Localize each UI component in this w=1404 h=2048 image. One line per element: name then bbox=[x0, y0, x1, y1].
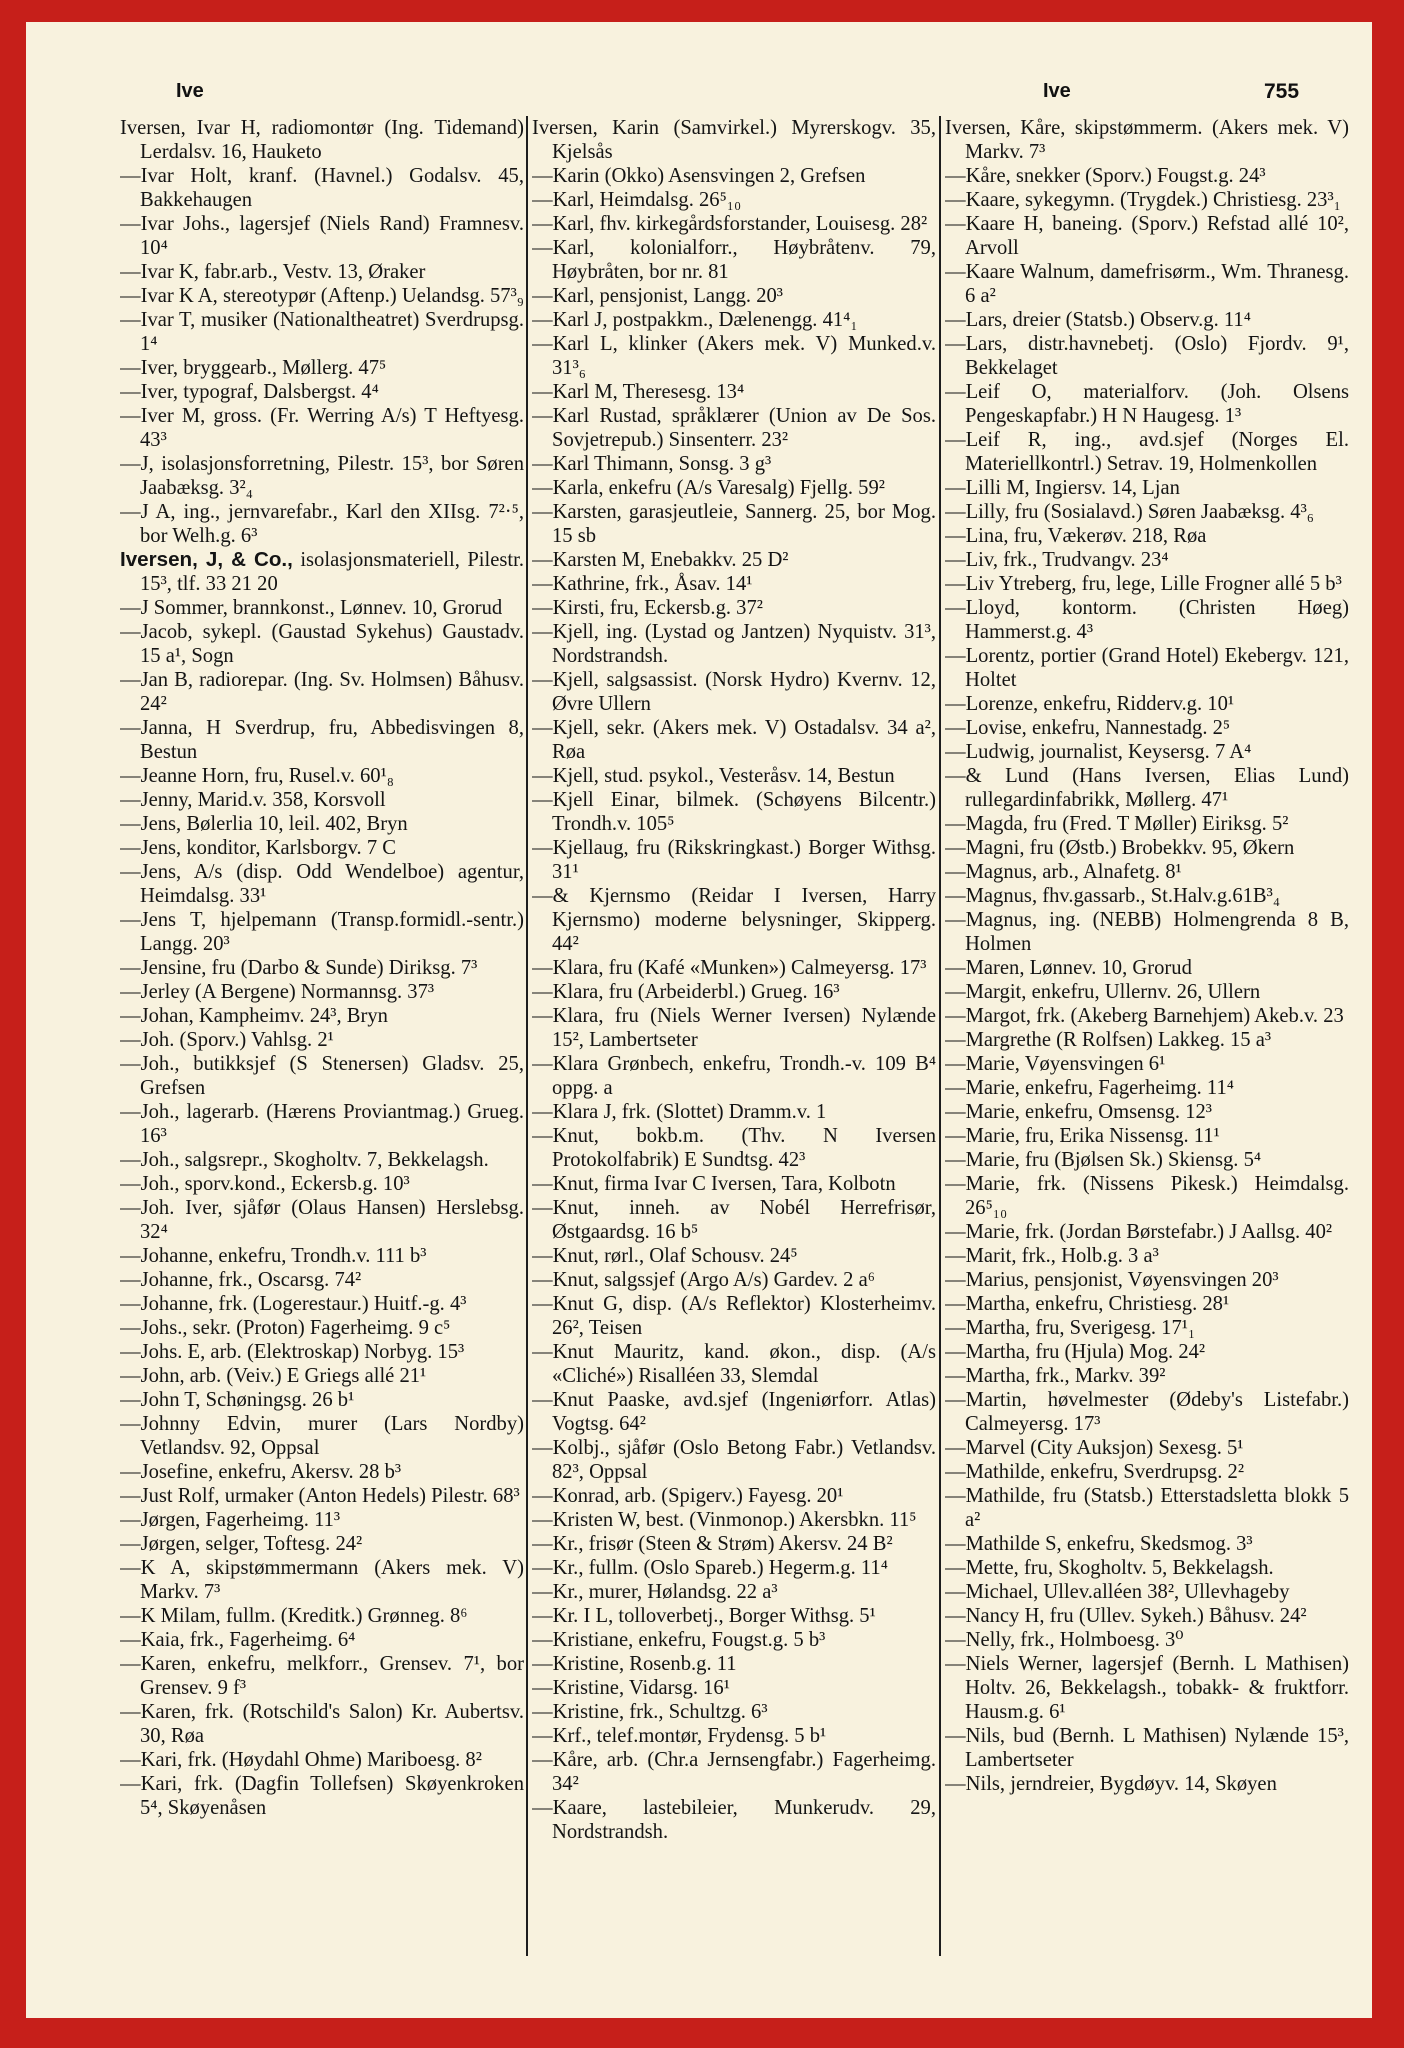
directory-entry: —Knut, inneh. av Nobél Herrefrisør, Østgaardsg. 16 b⁵ bbox=[532, 1197, 936, 1243]
directory-entry: —Klara, fru (Arbeiderbl.) Grueg. 16³ bbox=[532, 981, 840, 1003]
directory-entry: —Ivar Holt, kranf. (Havnel.) Godalsv. 45, Bakkehaugen bbox=[120, 165, 524, 211]
directory-entry: —Karl, pensjonist, Langg. 20³ bbox=[532, 285, 783, 307]
directory-entry: —Lorenze, enkefru, Ridderv.g. 10¹ bbox=[945, 693, 1235, 715]
directory-entry: —Jens, Bølerlia 10, leil. 402, Bryn bbox=[120, 813, 408, 835]
directory-entry: —Kr., murer, Hølandsg. 22 a³ bbox=[532, 1581, 778, 1603]
directory-entry: —Klara, fru (Niels Werner Iversen) Nylænde 15², Lambertseter bbox=[532, 1005, 936, 1051]
directory-entry: —Kåre, snekker (Sporv.) Fougst.g. 24³ bbox=[945, 165, 1266, 187]
running-head-left: Ive bbox=[176, 80, 204, 102]
directory-entry: —Kåre, arb. (Chr.a Jernsengfabr.) Fagerheimg. 34² bbox=[532, 1749, 936, 1795]
directory-entry: —Jacob, sykepl. (Gaustad Sykehus) Gaustadv. 15 a¹, Sogn bbox=[120, 621, 524, 667]
directory-entry: —Liv Ytreberg, fru, lege, Lille Frogner allé 5 b³ bbox=[945, 573, 1342, 595]
directory-entry: —Lorentz, portier (Grand Hotel) Ekebergv. 121, Holtet bbox=[945, 645, 1349, 691]
directory-entry: —Johs. E, arb. (Elektroskap) Norbyg. 15³ bbox=[120, 1341, 465, 1363]
directory-entry: —Mathilde, enkefru, Sverdrupsg. 2² bbox=[945, 1461, 1245, 1483]
directory-entry: —Leif O, materialforv. (Joh. Olsens Pengeskapfabr.) H N Haugesg. 1³ bbox=[945, 381, 1349, 427]
directory-entry: —Mette, fru, Skogholtv. 5, Bekkelagsh. bbox=[945, 1557, 1274, 1579]
directory-entry: —Kari, frk. (Dagfin Tollefsen) Skøyenkroken 5⁴, Skøyenåsen bbox=[120, 1773, 524, 1819]
directory-entry: —Lars, dreier (Statsb.) Observ.g. 11⁴ bbox=[945, 309, 1251, 331]
directory-entry: —Marie, fru (Bjølsen Sk.) Skiensg. 5⁴ bbox=[945, 1149, 1262, 1171]
directory-entry: —Johanne, enkefru, Trondh.v. 111 b³ bbox=[120, 1245, 427, 1267]
directory-entry: —Jan B, radiorepar. (Ing. Sv. Holmsen) Båhusv. 24² bbox=[120, 669, 524, 715]
directory-page bbox=[26, 22, 1372, 2018]
column-1 bbox=[120, 116, 524, 1961]
directory-entry: —Kristiane, enkefru, Fougst.g. 5 b³ bbox=[532, 1629, 826, 1651]
directory-entry: —Martha, enkefru, Christiesg. 28¹ bbox=[945, 1293, 1230, 1315]
directory-entry: —Margot, frk. (Akeberg Barnehjem) Akeb.v. 23 bbox=[945, 1005, 1344, 1027]
column-rule bbox=[526, 116, 528, 1956]
directory-entry: —Ivar K, fabr.arb., Vestv. 13, Øraker bbox=[120, 261, 426, 283]
directory-entry: —J, isolasjonsforretning, Pilestr. 15³, bor Søren Jaabæksg. 3²₄ bbox=[120, 453, 524, 499]
directory-entry: —Marie, enkefru, Omsensg. 12³ bbox=[945, 1101, 1212, 1123]
directory-entry: —Jeanne Horn, fru, Rusel.v. 60¹₈ bbox=[120, 765, 394, 787]
directory-entry: —Nancy H, fru (Ullev. Sykeh.) Båhusv. 24² bbox=[945, 1605, 1307, 1627]
directory-entry: —Kjell, ing. (Lystad og Jantzen) Nyquistv. 31³, Nordstrandsh. bbox=[532, 621, 936, 667]
directory-entry: —Karl J, postpakkm., Dælenengg. 41⁴₁ bbox=[532, 309, 858, 331]
directory-entry: —Josefine, enkefru, Akersv. 28 b³ bbox=[120, 1461, 402, 1483]
directory-entry: —Karl, Heimdalsg. 26⁵₁₀ bbox=[532, 189, 742, 211]
directory-entry: —Joh., salgsrepr., Skogholtv. 7, Bekkelagsh. bbox=[120, 1149, 489, 1171]
directory-entry: —Marie, frk. (Nissens Pikesk.) Heimdalsg. 26⁵₁₀ bbox=[945, 1173, 1349, 1219]
directory-entry: —Jens, A/s (disp. Odd Wendelboe) agentur, Heimdalsg. 33¹ bbox=[120, 861, 524, 907]
directory-entry: —Magnus, arb., Alnafetg. 8¹ bbox=[945, 861, 1182, 883]
directory-entry: —Karen, enkefru, melkforr., Grensev. 7¹, bor Grensev. 9 f³ bbox=[120, 1653, 524, 1699]
directory-entry: —Magnus, ing. (NEBB) Holmengrenda 8 B, Holmen bbox=[945, 909, 1349, 955]
directory-entry: —Magni, fru (Østb.) Brobekkv. 95, Økern bbox=[945, 837, 1295, 859]
directory-entry: —Kaare H, baneing. (Sporv.) Refstad allé 10², Arvoll bbox=[945, 213, 1349, 259]
directory-entry: —Kjell, sekr. (Akers mek. V) Ostadalsv. 34 a², Røa bbox=[532, 717, 936, 763]
directory-entry: —Kjell Einar, bilmek. (Schøyens Bilcentr.) Trondh.v. 105⁵ bbox=[532, 789, 936, 835]
directory-entry: —Lars, distr.havnebetj. (Oslo) Fjordv. 9¹, Bekkelaget bbox=[945, 333, 1349, 379]
directory-entry: —Marius, pensjonist, Vøyensvingen 20³ bbox=[945, 1269, 1279, 1291]
directory-entry: —Iver M, gross. (Fr. Werring A/s) T Heftyesg. 43³ bbox=[120, 405, 524, 451]
directory-entry: —Jens, konditor, Karlsborgv. 7 C bbox=[120, 837, 397, 859]
column-rule bbox=[939, 116, 941, 1956]
directory-entry: —Kaare Walnum, damefrisørm., Wm. Thranesg. 6 a² bbox=[945, 261, 1349, 307]
directory-entry: —Liv, frk., Trudvangv. 23⁴ bbox=[945, 549, 1169, 571]
directory-entry: —Janna, H Sverdrup, fru, Abbedisvingen 8, Bestun bbox=[120, 717, 524, 763]
directory-entry: —Klara, fru (Kafé «Munken») Calmeyersg. 17³ bbox=[532, 957, 927, 979]
directory-entry: —Joh., butikksjef (S Stenersen) Gladsv. 25, Grefsen bbox=[120, 1053, 524, 1099]
directory-entry: —Knut, rørl., Olaf Schousv. 24⁵ bbox=[532, 1245, 798, 1267]
directory-entry: —Nils, jerndreier, Bygdøyv. 14, Skøyen bbox=[945, 1773, 1277, 1795]
directory-entry: Iversen, Karin (Samvirkel.) Myrerskogv. 35, Kjelsås bbox=[532, 117, 936, 163]
directory-entry: —Konrad, arb. (Spigerv.) Fayesg. 20¹ bbox=[532, 1485, 844, 1507]
directory-entry: —Maren, Lønnev. 10, Grorud bbox=[945, 957, 1192, 979]
directory-entry: —Karsten M, Enebakkv. 25 D² bbox=[532, 549, 789, 571]
directory-entry: —Leif R, ing., avd.sjef (Norges El. Materiellkontrl.) Setrav. 19, Holmenkollen bbox=[945, 429, 1349, 475]
running-head-right: Ive bbox=[1043, 80, 1071, 102]
directory-entry: —Knut, bokb.m. (Thv. N Iversen Protokolfabrik) E Sundtsg. 42³ bbox=[532, 1125, 936, 1171]
directory-entry: —Johs., sekr. (Proton) Fagerheimg. 9 c⁵ bbox=[120, 1317, 451, 1339]
directory-entry: —Lina, fru, Vækerøv. 218, Røa bbox=[945, 525, 1207, 547]
directory-entry: —Kirsti, fru, Eckersb.g. 37² bbox=[532, 597, 763, 619]
directory-entry: —Kathrine, frk., Åsav. 14¹ bbox=[532, 573, 753, 595]
directory-entry: —& Lund (Hans Iversen, Elias Lund) rullegardinfabrikk, Møllerg. 47¹ bbox=[945, 765, 1349, 811]
directory-entry: —Ivar T, musiker (Nationaltheatret) Sverdrupsg. 1⁴ bbox=[120, 309, 524, 355]
directory-entry: —Martha, fru (Hjula) Mog. 24² bbox=[945, 1341, 1206, 1363]
directory-entry: —Kristine, Vidarsg. 16¹ bbox=[532, 1677, 730, 1699]
directory-entry: —Karl, fhv. kirkegårdsforstander, Louisesg. 28² bbox=[532, 213, 928, 235]
directory-entry: —Klara J, frk. (Slottet) Dramm.v. 1 bbox=[532, 1101, 827, 1123]
directory-entry: —Martha, fru, Sverigesg. 17¹₁ bbox=[945, 1317, 1196, 1339]
directory-entry: —Knut G, disp. (A/s Reflektor) Klosterheimv. 26², Teisen bbox=[532, 1293, 936, 1339]
directory-entry: —Knut Paaske, avd.sjef (Ingeniørforr. Atlas) Vogtsg. 64² bbox=[532, 1389, 936, 1435]
directory-entry: —Karl, kolonialforr., Høybråtenv. 79, Høybråten, bor nr. 81 bbox=[532, 237, 936, 283]
directory-entry: —Kari, frk. (Høydahl Ohme) Mariboesg. 8² bbox=[120, 1749, 482, 1771]
directory-entry: —J A, ing., jernvarefabr., Karl den XIIsg. 7²·⁵, bor Welh.g. 6³ bbox=[120, 501, 524, 547]
directory-entry: Iversen, J, & Co., isolasjonsmateriell, Pilestr. 15³, tlf. 33 21 20 bbox=[120, 548, 524, 595]
directory-entry: —Johnny Edvin, murer (Lars Nordby) Vetlandsv. 92, Oppsal bbox=[120, 1413, 524, 1459]
directory-entry: —Johan, Kampheimv. 24³, Bryn bbox=[120, 1005, 388, 1027]
directory-entry: —Martin, høvelmester (Ødeby's Listefabr.) Calmeyersg. 17³ bbox=[945, 1389, 1349, 1435]
directory-entry: —Marie, Vøyensvingen 6¹ bbox=[945, 1053, 1166, 1075]
directory-entry: —Marie, frk. (Jordan Børstefabr.) J Aallsg. 40² bbox=[945, 1221, 1333, 1243]
directory-entry: —Jens T, hjelpemann (Transp.formidl.-sentr.) Langg. 20³ bbox=[120, 909, 524, 955]
directory-entry: —Kjell, stud. psykol., Vesteråsv. 14, Bestun bbox=[532, 765, 895, 787]
directory-entry: —Ivar K A, stereotypør (Aftenp.) Uelandsg. 57³₉ bbox=[120, 285, 524, 307]
directory-entry: —Marit, frk., Holb.g. 3 a³ bbox=[945, 1245, 1159, 1267]
page-number: 755 bbox=[1264, 80, 1300, 103]
directory-entry: —Kjell, salgsassist. (Norsk Hydro) Kvernv. 12, Øvre Ullern bbox=[532, 669, 936, 715]
directory-entry: —Kaia, frk., Fagerheimg. 6⁴ bbox=[120, 1629, 356, 1651]
directory-entry: —Marvel (City Auksjon) Sexesg. 5¹ bbox=[945, 1437, 1244, 1459]
directory-entry: —Kristine, Rosenb.g. 11 bbox=[532, 1653, 737, 1675]
directory-entry: —Iver, typograf, Dalsbergst. 4⁴ bbox=[120, 381, 379, 403]
directory-entry: —Niels Werner, lagersjef (Bernh. L Mathisen) Holtv. 26, Bekkelagsh., tobakk- & fruktforr. Hausm.g. 6¹ bbox=[945, 1653, 1349, 1723]
directory-entry: —Kjellaug, fru (Rikskringkast.) Borger Withsg. 31¹ bbox=[532, 837, 936, 883]
directory-entry: —Krf., telef.montør, Frydensg. 5 b¹ bbox=[532, 1725, 827, 1747]
directory-entry: —Jørgen, Fagerheimg. 11³ bbox=[120, 1509, 341, 1531]
directory-entry: —Knut, firma Ivar C Iversen, Tara, Kolbotn bbox=[532, 1173, 896, 1195]
directory-entry: —Kristine, frk., Schultzg. 6³ bbox=[532, 1701, 768, 1723]
directory-entry: —Joh. (Sporv.) Vahlsg. 2¹ bbox=[120, 1029, 334, 1051]
column-3 bbox=[945, 116, 1349, 1961]
column-2 bbox=[532, 116, 936, 1961]
directory-entry: —Marie, enkefru, Fagerheimg. 11⁴ bbox=[945, 1077, 1234, 1099]
directory-entry: —Lilli M, Ingiersv. 14, Ljan bbox=[945, 477, 1180, 499]
directory-entry: —Lloyd, kontorm. (Christen Høeg) Hammerst.g. 4³ bbox=[945, 597, 1349, 643]
directory-entry: —Joh., lagerarb. (Hærens Proviantmag.) Grueg. 16³ bbox=[120, 1101, 524, 1147]
directory-entry: —Kr., frisør (Steen & Strøm) Akersv. 24 B² bbox=[532, 1533, 893, 1555]
directory-entry: —Karl Thimann, Sonsg. 3 g³ bbox=[532, 453, 772, 475]
directory-entry: —Margit, enkefru, Ullernv. 26, Ullern bbox=[945, 981, 1261, 1003]
directory-entry: —Martha, frk., Markv. 39² bbox=[945, 1365, 1166, 1387]
directory-entry: —Knut, salgssjef (Argo A/s) Gardev. 2 a⁶ bbox=[532, 1269, 875, 1291]
directory-entry: —J Sommer, brannkonst., Lønnev. 10, Grorud bbox=[120, 597, 503, 619]
directory-entry: —Mathilde, fru (Statsb.) Etterstadsletta blokk 5 a² bbox=[945, 1485, 1349, 1531]
directory-entry: —Joh., sporv.kond., Eckersb.g. 10³ bbox=[120, 1173, 410, 1195]
directory-entry: —Iver, bryggearb., Møllerg. 47⁵ bbox=[120, 357, 387, 379]
directory-entry: —Michael, Ullev.alléen 38², Ullevhageby bbox=[945, 1581, 1290, 1603]
directory-entry: —Karl L, klinker (Akers mek. V) Munked.v. 31³₆ bbox=[532, 333, 936, 379]
directory-entry: —Johanne, frk., Oscarsg. 74² bbox=[120, 1269, 362, 1291]
directory-entry: —Lovise, enkefru, Nannestadg. 2⁵ bbox=[945, 717, 1231, 739]
directory-entry: —John T, Schøningsg. 26 b¹ bbox=[120, 1389, 355, 1411]
directory-entry: —Jenny, Marid.v. 358, Korsvoll bbox=[120, 789, 386, 811]
directory-entry: —Kolbj., sjåfør (Oslo Betong Fabr.) Vetlandsv. 82³, Oppsal bbox=[532, 1437, 936, 1483]
directory-entry: —& Kjernsmo (Reidar I Iversen, Harry Kjernsmo) moderne belysninger, Skipperg. 44² bbox=[532, 885, 936, 955]
directory-entry: —Magnus, fhv.gassarb., St.Halv.g.61B³₄ bbox=[945, 885, 1281, 907]
directory-entry: —Mathilde S, enkefru, Skedsmog. 3³ bbox=[945, 1533, 1253, 1555]
directory-entry: —Kaare, sykegymn. (Trygdek.) Christiesg. 23³₁ bbox=[945, 189, 1341, 211]
directory-entry: —Magda, fru (Fred. T Møller) Eiriksg. 5² bbox=[945, 813, 1289, 835]
directory-entry: —K Milam, fullm. (Kreditk.) Grønneg. 8⁶ bbox=[120, 1605, 468, 1627]
directory-entry: —Klara Grønbech, enkefru, Trondh.-v. 109 B⁴ oppg. a bbox=[532, 1053, 936, 1099]
directory-entry: —Karsten, garasjeutleie, Sannerg. 25, bor Mog. 15 sb bbox=[532, 501, 936, 547]
directory-entry: —Nelly, frk., Holmboesg. 3⁰ bbox=[945, 1629, 1184, 1651]
directory-entry: —Just Rolf, urmaker (Anton Hedels) Pilestr. 68³ bbox=[120, 1485, 520, 1507]
directory-entry: Iversen, Kåre, skipstømmerm. (Akers mek. V) Markv. 7³ bbox=[945, 117, 1349, 163]
directory-entry: —Jørgen, selger, Toftesg. 24² bbox=[120, 1533, 363, 1555]
directory-entry: Iversen, Ivar H, radiomontør (Ing. Tidemand) Lerdalsv. 16, Hauketo bbox=[120, 117, 524, 163]
directory-entry: —Ludwig, journalist, Keysersg. 7 A⁴ bbox=[945, 741, 1252, 763]
directory-entry: —Kr., fullm. (Oslo Spareb.) Hegerm.g. 11⁴ bbox=[532, 1557, 888, 1579]
directory-entry: —Marie, fru, Erika Nissensg. 11¹ bbox=[945, 1125, 1220, 1147]
directory-entry: —Kristen W, best. (Vinmonop.) Akersbkn. 11⁵ bbox=[532, 1509, 917, 1531]
directory-entry: —Lilly, fru (Sosialavd.) Søren Jaabæksg. 4³₆ bbox=[945, 501, 1314, 523]
directory-entry: —Kr. I L, tolloverbetj., Borger Withsg. 5¹ bbox=[532, 1605, 876, 1627]
directory-entry: —Jensine, fru (Darbo & Sunde) Diriksg. 7³ bbox=[120, 957, 478, 979]
directory-entry: —Karl M, Theresesg. 13⁴ bbox=[532, 381, 745, 403]
directory-entry: —Nils, bud (Bernh. L Mathisen) Nylænde 15³, Lambertseter bbox=[945, 1725, 1349, 1771]
directory-entry: —Ivar Johs., lagersjef (Niels Rand) Framnesv. 10⁴ bbox=[120, 213, 524, 259]
directory-entry: —Johanne, frk. (Logerestaur.) Huitf.-g. 4³ bbox=[120, 1293, 467, 1315]
directory-entry: —Karin (Okko) Asensvingen 2, Grefsen bbox=[532, 165, 866, 187]
directory-entry: —K A, skipstømmermann (Akers mek. V) Markv. 7³ bbox=[120, 1557, 524, 1603]
directory-entry: —Karla, enkefru (A/s Varesalg) Fjellg. 59² bbox=[532, 477, 885, 499]
directory-entry: —Karl Rustad, språklærer (Union av De Sos. Sovjetrepub.) Sinsenterr. 23² bbox=[532, 405, 936, 451]
directory-entry: —Joh. Iver, sjåfør (Olaus Hansen) Herslebsg. 32⁴ bbox=[120, 1197, 524, 1243]
directory-entry: —Jerley (A Bergene) Normannsg. 37³ bbox=[120, 981, 435, 1003]
directory-entry: —Margrethe (R Rolfsen) Lakkeg. 15 a³ bbox=[945, 1029, 1272, 1051]
directory-entry: —John, arb. (Veiv.) E Griegs allé 21¹ bbox=[120, 1365, 427, 1387]
directory-entry: —Knut Mauritz, kand. økon., disp. (A/s «Cliché») Risalléen 33, Slemdal bbox=[532, 1341, 936, 1387]
directory-entry: —Karen, frk. (Rotschild's Salon) Kr. Aubertsv. 30, Røa bbox=[120, 1701, 524, 1747]
directory-entry: —Kaare, lastebileier, Munkerudv. 29, Nordstrandsh. bbox=[532, 1797, 936, 1843]
